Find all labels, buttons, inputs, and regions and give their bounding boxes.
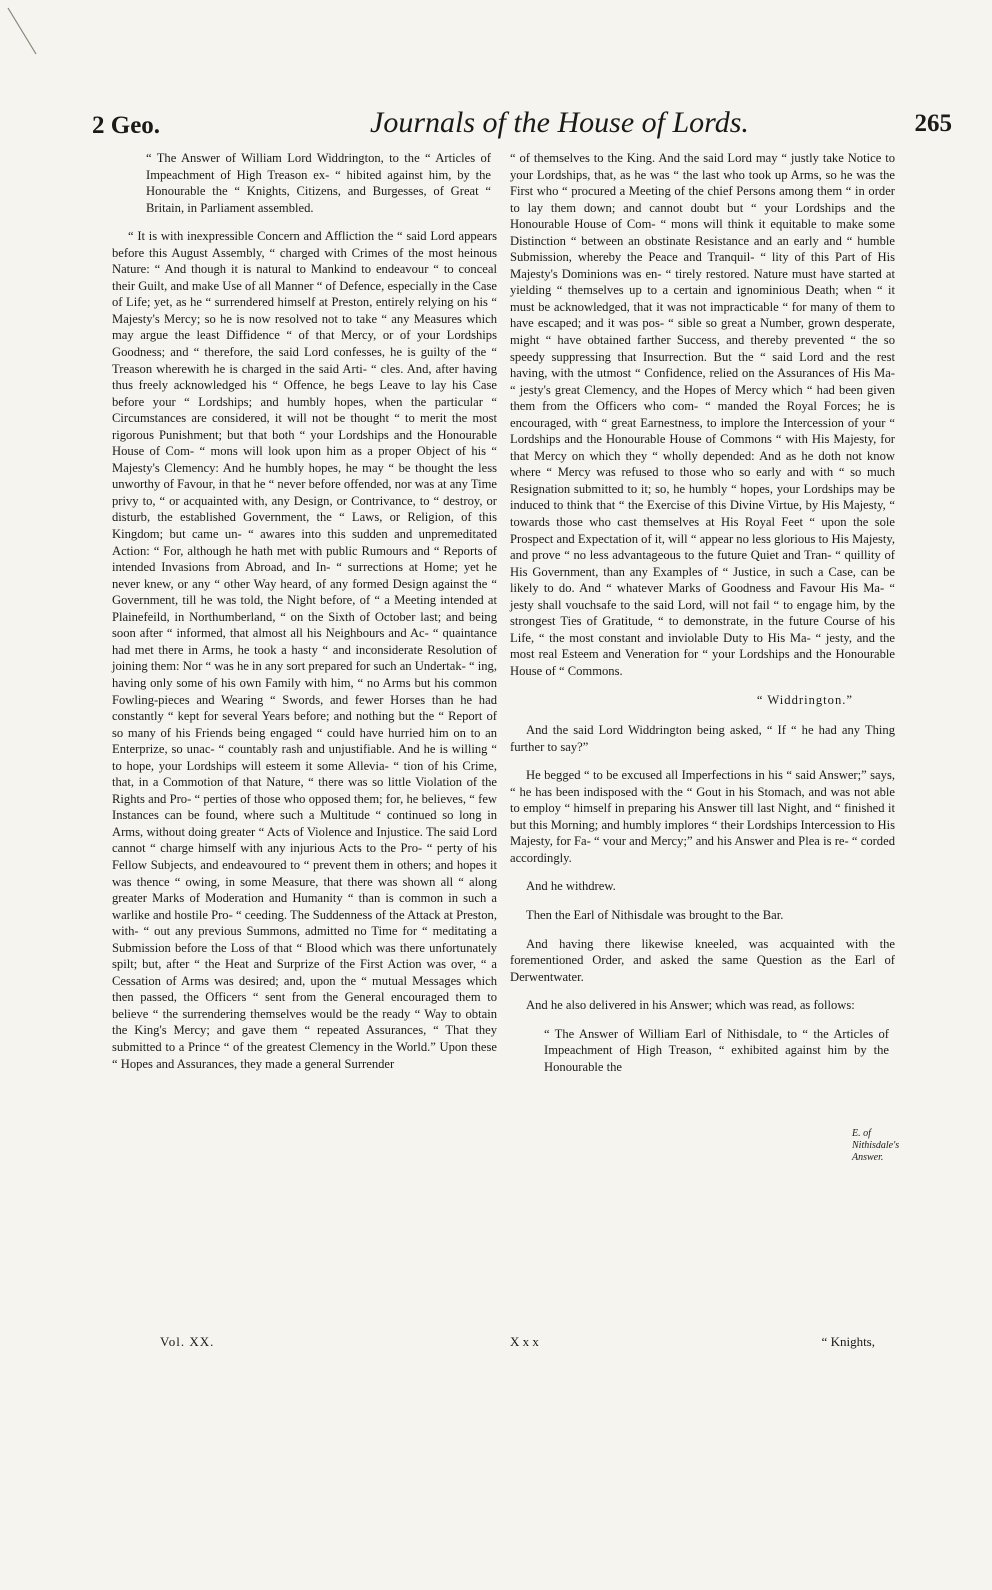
answer-heading-nithisdale: “ The Answer of William Earl of Nithisdale, to “ the Articles of Impeachment of High Treason, “ exhibited against him by the Honourable the xyxy=(544,1026,889,1074)
paragraph-earl-brought: Then the Earl of Nithisdale was brought to the Bar. xyxy=(526,907,784,922)
catchword: “ Knights, xyxy=(821,1334,875,1349)
volume-label: Vol. XX. xyxy=(160,1334,215,1349)
paragraph-delivered: And he also delivered in his Answer; which was read, as follows: xyxy=(526,998,855,1013)
regnal-year: 2 Geo. xyxy=(92,112,161,139)
page-header xyxy=(90,104,950,152)
journal-title: Journals of the House of Lords. xyxy=(370,106,749,139)
paragraph-kneeled: And having there likewise kneeled, was acquainted with the forementioned Order, and asked the same Question as the Earl of Derwentwater. xyxy=(510,936,895,984)
page-number: 265 xyxy=(914,110,952,137)
signature-mark: X x x xyxy=(510,1334,539,1349)
answer-body-widdrington: “ It is with inexpressible Concern and Affliction the “ said Lord appears before this August Assembly, “ charged with Crimes of the most heinous Nature: “ And though it is natural to Mankind to endeavour “ to conceal their Guilt, and make Use of all Manner “ of Defence, especially in the Case of Life; yet, as he “ surrendered himself at Preston, entirely relying on his “ Majesty's Mercy; so he is now resolved not to take “ any Measures which may argue the least Diffidence “ of that Mercy, or of your Lordships Goodness; and “ therefore, the said Lord confesses, he is guilty of the “ Treason wherewith he is charged in the said Arti- “ cles. And, after having thus freely acknowledged his “ Offence, he begs Leave to lay his Case before your “ Lordships; and humbly hopes, when the particular “ Circumstances are considered, it will not be thought “ to merit the most rigorous Punishment; but that both “ your Lordships and the Honourable House of Com- “ mons will look upon him as a proper Object of his “ Majesty's Clemency: And he humbly hopes, he may “ be thought the less unworthy of Favour, in that he “ never before offended, nor was at any Time privy to, “ or acquainted with, any Design, or Contrivance, to “ destroy, or disturb, the established Government, the “ Laws, or Religion, of this Kingdom; but came un- “ awares into this sudden and unpremeditated Action: “ For, although he hath met with public Rumours and “ Reports of intended Invasions from Abroad, and In- “ surrections at Home; yet he never knew, or any “ other Way heard, of any formed Design against the “ Government, till he was told, the Night before, of “ a Meeting intended at Plainefeild, in Northumberland, “ on the Sixth of October last; and being soon after “ informed, that almost all his Neighbours and Ac- “ quaintance had met there in Arms, he took a hasty “ and inconsiderate Resolution of joining them: Nor “ was he in any sort prepared for such an Undertak- “ ing, having only some of his own Family with him, “ no Arms but his common Fowling-pieces and Wearing “ Swords, and fewer Horses than he had constantly “ kept for several Years before; and nothing but the “ Report of so many of his Friends being engaged “ could have hurried him on to an Enterprize, so unac- “ countably rash and unjustifiable. And he is willing “ to hope, your Lordships will esteem it some Allevia- “ tion of his Crime, that, in a Commotion of that Nature, “ there was so little Violation of the Rights and Pro- “ perties of those who opposed them; for, he believes, “ few Instances can be found, where such a Multitude “ continued so long in Arms, without doing greater “ Acts of Violence and Injustice. The said Lord cannot “ charge himself with any injurious Acts to the Pro- “ perty of his Fellow Subjects, and endeavoured to “ prevent them in others; and hopes it was thence “ owing, in some Measure, that there was shown all “ along greater Marks of Moderation and Humanity “ than is common in such a warlike and hostile Pro- “ ceeding. The Suddenness of the Attack at Preston, with- “ out any previous Summons, admitted no Time for “ meditating a Submission before the Loss of that “ Blood which was there unfortunately spilt; but, after “ the Heat and Surprize of the First Action was over, “ a Cessation of Arms was desired; and, upon the “ mutual Messages which then passed, the Officers “ sent from the General encouraged them to believe “ the surrendering themselves would be the ready “ Way to obtain the King's Mercy; and gave them “ repeated Assurances, “ That they submitted to a Prince “ of the greatest Clemency in the World.” Upon these “ Hopes and Assurances, they made a general Surrender xyxy=(112,229,497,1071)
paragraph-asked: And the said Lord Widdrington being asked, “ If “ he had any Thing further to say?” xyxy=(510,723,895,754)
signature-widdrington: “ Widdrington.” xyxy=(756,692,853,707)
left-column xyxy=(112,150,497,1084)
paragraph-begged: He begged “ to be excused all Imperfections in his “ said Answer;” says, “ he has been indisposed with the “ Gout in his Stomach, and was not able to employ “ himself in preparing his Answer till last Night, and “ finished it but this Morning; and humbly implores “ their Lordships Intercession to His Majesty, for Fa- “ vour and Mercy;” and his Answer and Plea is re- “ corded accordingly. xyxy=(510,768,895,865)
corner-scratch-mark xyxy=(0,0,60,60)
paragraph-withdrew: And he withdrew. xyxy=(526,879,616,894)
answer-heading-widdrington: “ The Answer of William Lord Widdrington, to the “ Articles of Impeachment of High Treason ex- “ hibited against him, by the Honourable the “ Knights, Citizens, and Burgesses, of Great “ Britain, in Parliament assembled. xyxy=(146,151,491,215)
answer-continuation: “ of themselves to the King. And the said Lord may “ justly take Notice to your Lordships, that, as he was “ the last who took up Arms, so he was the First who “ procured a Meeting of the chief Persons among them “ in order to lay them down; and cannot doubt but “ your Lordships and the Honourable House of Com- “ mons will think it equitable to make some Distinction “ between an obstinate Resistance and an early and “ humble Submission, whereby the Peace and Tranquil- “ lity of this Part of His Majesty's Dominions was en- “ tirely restored. Nature must have started at yielding “ themselves up to a certain and ignominious Death; when “ it must be acknowledged, that it was not impracticable “ for many of them to have escaped; and it was pos- “ sible so great a Number, grown desperate, might “ have obtained farther Success, and thereby prevented “ the so speedy suppressing that Insurrection. But the “ said Lord and the rest having, with the utmost “ Confidence, relied on the Assurances of His Ma- “ jesty's great Clemency, and the Hopes of Mercy which “ had been given them from the Officers who com- “ manded the Royal Forces; he is encouraged, with “ great Earnestness, to implore the Intercession of your “ Lordships and the Honourable House of Commons “ with His Majesty, for that Mercy on which they “ wholly depended: And as he doth not know where “ Mercy was refused to those who so early and with “ so much Resignation submitted to it; so, he humbly “ hopes, your Lordships may be induced to think that “ the Exercise of this Divine Virtue, by His Majesty, “ towards those who cast themselves at His Royal Feet “ upon the sole Prospect and Expectation of it, will “ appear no less glorious to His Majesty, and prove “ no less advantageous to the future Quiet and Tran- “ quillity of His Government, than any Examples of “ Justice, in such a Case, can be likely to do. And “ whatever Marks of Goodness and Favour His Ma- “ jesty shall vouchsafe to the said Lord, will not fail “ to engage him, by the strongest Ties of Gratitude, “ to demonstrate, in the future Course of his Life, “ the most constant and inviolable Duty to His Ma- “ jesty, and the most real Esteem and Veneration for “ your Lordships and the Honourable House of “ Commons. xyxy=(510,151,895,678)
margin-note: E. of Nithisdale's Answer. xyxy=(852,1128,900,1163)
right-column xyxy=(510,150,895,1087)
